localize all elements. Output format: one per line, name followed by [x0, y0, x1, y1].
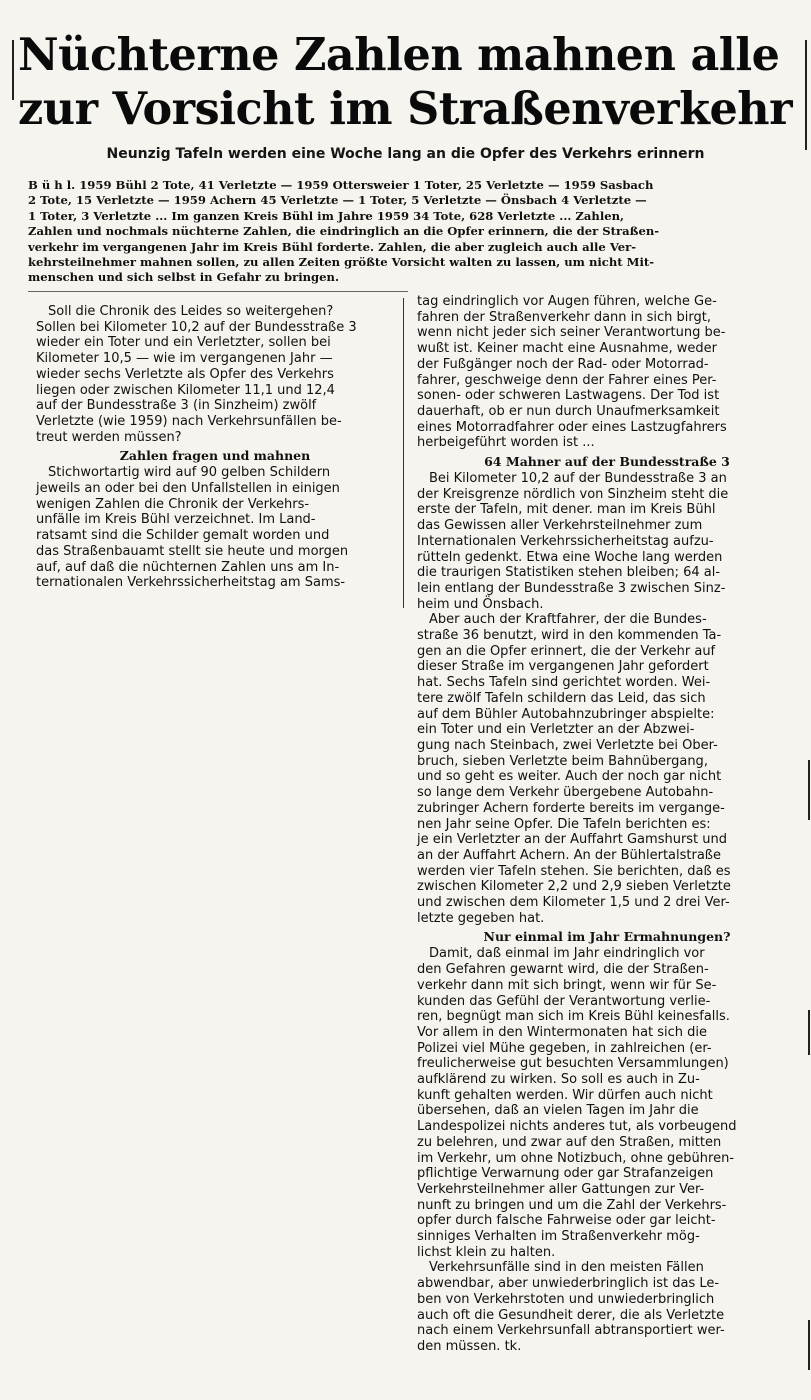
text-line: wenn nicht jeder sich seiner Verantwortung be-: [417, 325, 726, 341]
left-border-rule: [12, 40, 14, 100]
article-column-right: [417, 294, 797, 1355]
text-line: wenigen Zahlen die Chronik der Verkehrs-: [36, 496, 310, 512]
text-line: liegen oder zwischen Kilometer 11,1 und 12,4: [36, 382, 335, 398]
text-line: aufklärend zu wirken. So soll es auch in Zu-: [417, 1072, 700, 1088]
text-line: das Straßenbauamt stellt sie heute und morgen: [36, 543, 349, 559]
text-line: Landespolizei nichts anderes tut, als vorbeugend: [417, 1119, 737, 1135]
text-line: Damit, daß einmal im Jahr eindringlich vor: [429, 946, 705, 962]
text-line: ben von Verkehrstoten und unwiederbringlich: [417, 1291, 715, 1307]
column-divider: [403, 298, 404, 608]
text-line: kunden das Gefühl der Verantwortung verlie-: [417, 993, 711, 1009]
text-line: hat. Sechs Tafeln sind gerichtet worden. Wei-: [417, 675, 711, 691]
text-line: im Verkehr, um ohne Notizbuch, ohne gebühren-: [417, 1150, 735, 1166]
text-line: zwischen Kilometer 2,2 und 2,9 sieben Verletzte: [417, 879, 731, 895]
text-line: den Gefahren gewarnt wird, die der Straßen-: [417, 962, 709, 978]
headline: [18, 28, 808, 136]
text-line: wieder sechs Verletzte als Opfer des Verkehrs: [36, 366, 334, 382]
section-subhead: 64 Mahner auf der Bundesstraße 3: [484, 454, 730, 470]
text-line: Verkehrsunfälle sind in den meisten Fällen: [429, 1260, 704, 1276]
text-line: freulicherweise gut besuchten Versammlungen): [417, 1056, 729, 1072]
text-line: werden vier Tafeln stehen. Sie berichten, daß es: [417, 863, 731, 879]
section-subhead: Nur einmal im Jahr Ermahnungen?: [483, 929, 731, 945]
text-line: bruch, sieben Verletzte beim Bahnübergang,: [417, 753, 708, 769]
text-line: letzte gegeben hat.: [417, 910, 545, 926]
text-line: gen an die Opfer erinnert, die der Verkehr auf: [417, 643, 716, 659]
text-line: lein entlang der Bundesstraße 3 zwischen Sinz-: [417, 580, 726, 596]
text-line: den müssen. tk.: [417, 1339, 522, 1354]
text-line: kunft gehalten werden. Wir dürfen auch nicht: [417, 1087, 713, 1103]
text-line: erste der Tafeln, mit dener. man im Kreis Bühl: [417, 502, 716, 518]
text-line: auf dem Bühler Autobahnzubringer abspielte:: [417, 706, 715, 722]
text-line: das Gewissen aller Verkehrsteilnehmer zum: [417, 518, 703, 534]
text-line: menschen und sich selbst in Gefahr zu bringen.: [28, 270, 339, 285]
text-line: ratsamt sind die Schilder gemalt worden und: [36, 528, 330, 544]
lead-paragraph: [28, 178, 800, 286]
text-line: wieder ein Toter und ein Verletzter, sollen bei: [36, 335, 331, 351]
text-line: verkehr dann mit sich bringt, wenn wir für Se-: [417, 977, 717, 993]
text-line: Bei Kilometer 10,2 auf der Bundesstraße 3 an: [429, 471, 727, 487]
text-line: gung nach Steinbach, zwei Verletzte bei Ober-: [417, 737, 718, 753]
text-line: so lange dem Verkehr übergebene Autobahn-: [417, 785, 714, 801]
text-line: heim und Önsbach.: [417, 596, 544, 612]
text-line: wußt ist. Keiner macht eine Ausnahme, weder: [417, 341, 717, 357]
text-line: rütteln gedenkt. Etwa eine Woche lang werden: [417, 549, 723, 565]
text-line: tag eindringlich vor Augen führen, welche Ge-: [417, 294, 717, 309]
text-line: zu belehren, und zwar auf den Straßen, mitten: [417, 1134, 722, 1150]
edge-mark: [808, 1010, 810, 1055]
text-line: Verkehrsteilnehmer aller Gattungen zur Ver-: [417, 1181, 705, 1197]
text-line: fahrer, geschweige denn der Fahrer eines Per-: [417, 372, 717, 388]
text-line: Aber auch der Kraftfahrer, der die Bundes-: [429, 612, 707, 628]
text-line: nach einem Verkehrsunfall abtransportiert wer-: [417, 1323, 725, 1339]
text-line: dieser Straße im vergangenen Jahr gefordert: [417, 659, 709, 675]
text-line: lichst klein zu halten.: [417, 1244, 556, 1260]
text-line: Verletzte (wie 1959) nach Verkehrsunfällen be-: [36, 413, 342, 429]
text-line: ternationalen Verkehrssicherheitstag am Sams-: [36, 575, 346, 591]
text-line: herbeigeführt worden ist ...: [417, 435, 595, 451]
text-line: auf, auf daß die nüchternen Zahlen uns am In-: [36, 559, 340, 575]
edge-mark: [808, 760, 810, 820]
text-line: Stichwortartig wird auf 90 gelben Schildern: [48, 465, 331, 481]
text-line: Soll die Chronik des Leides so weitergehen?: [48, 304, 334, 319]
text-line: auch oft die Gesundheit derer, die als Verletzte: [417, 1307, 725, 1323]
text-line: dauerhaft, ob er nun durch Unaufmerksamkeit: [417, 403, 720, 419]
text-line: pflichtige Verwarnung oder gar Strafanzeigen: [417, 1166, 714, 1182]
text-line: verkehr im vergangenen Jahr im Kreis Bühl forderte. Zahlen, die aber zugleich auch alle Ver-: [28, 239, 637, 254]
text-line: opfer durch falsche Fahrweise oder gar leicht-: [417, 1213, 716, 1229]
text-line: an der Auffahrt Achern. An der Bühlertalstraße: [417, 847, 721, 863]
text-line: sinniges Verhalten im Straßenverkehr mög-: [417, 1229, 700, 1245]
article-column-left: [36, 304, 394, 591]
text-line: straße 36 benutzt, wird in den kommenden Ta-: [417, 628, 722, 644]
text-line: B ü h l. 1959 Bühl 2 Tote, 41 Verletzte — 1959 Ottersweier 1 Toter, 25 Verletzte — 1959 Sasbach: [28, 178, 654, 192]
text-line: und so geht es weiter. Auch der noch gar nicht: [417, 769, 722, 785]
text-line: 2 Tote, 15 Verletzte — 1959 Achern 45 Verletzte — 1 Toter, 5 Verletzte — Önsbach 4 Verletzte —: [28, 193, 647, 208]
text-line: unfälle im Kreis Bühl verzeichnet. Im Land-: [36, 512, 316, 528]
text-line: je ein Verletzter an der Auffahrt Gamshurst und: [417, 832, 728, 848]
text-line: Polizei viel Mühe gegeben, in zahlreichen (er-: [417, 1040, 712, 1056]
text-line: eines Motorradfahrer oder eines Lastzugfahrers: [417, 419, 727, 435]
text-line: Sollen bei Kilometer 10,2 auf der Bundesstraße 3: [36, 319, 357, 335]
text-line: jeweils an oder bei den Unfallstellen in einigen: [36, 481, 340, 497]
headline-line: zur Vorsicht im Straßenverkehr: [18, 83, 793, 135]
text-line: Internationalen Verkehrssicherheitstag aufzu-: [417, 533, 714, 549]
text-line: Vor allem in den Wintermonaten hat sich die: [417, 1024, 708, 1040]
section-subhead: Zahlen fragen und mahnen: [119, 448, 311, 464]
text-line: ren, begnügt man sich im Kreis Bühl keinesfalls.: [417, 1009, 730, 1025]
text-line: und zwischen dem Kilometer 1,5 und 2 drei Ver-: [417, 895, 730, 911]
text-line: fahren der Straßenverkehr dann in sich birgt,: [417, 309, 712, 325]
subheadline: Neunzig Tafeln werden eine Woche lang an die Opfer des Verkehrs erinnern: [106, 146, 705, 162]
text-line: Kilometer 10,5 — wie im vergangenen Jahr —: [36, 351, 333, 367]
headline-line: Nüchterne Zahlen mahnen alle: [18, 29, 780, 81]
text-line: der Fußgänger noch der Rad- oder Motorrad-: [417, 356, 709, 372]
text-line: zubringer Achern forderte bereits im vergange-: [417, 800, 725, 816]
text-line: sonen- oder schweren Lastwagens. Der Tod ist: [417, 388, 720, 404]
text-line: Zahlen und nochmals nüchterne Zahlen, die eindringlich an die Opfer erinnern, die der Straßen-: [28, 224, 660, 239]
text-line: tere zwölf Tafeln schildern das Leid, das sich: [417, 690, 706, 706]
text-line: ein Toter und ein Verletzter an der Abzwei-: [417, 722, 695, 738]
edge-mark: [808, 1320, 810, 1370]
text-line: 1 Toter, 3 Verletzte ... Im ganzen Kreis Bühl im Jahre 1959 34 Tote, 628 Verletzte ... Zahlen,: [28, 208, 625, 223]
text-line: nen Jahr seine Opfer. Die Tafeln berichten es:: [417, 816, 711, 832]
horizontal-divider: [28, 291, 408, 292]
text-line: der Kreisgrenze nördlich von Sinzheim steht die: [417, 486, 729, 502]
text-line: die traurigen Statistiken stehen bleiben; 64 al-: [417, 565, 721, 581]
text-line: treut werden müssen?: [36, 429, 182, 445]
text-line: abwendbar, aber unwiederbringlich ist das Le-: [417, 1276, 720, 1292]
text-line: übersehen, daß an vielen Tagen im Jahr die: [417, 1103, 699, 1119]
text-line: kehrsteilnehmer mahnen sollen, zu allen Zeiten größte Vorsicht walten zu lassen, um nicht Mit-: [28, 255, 655, 270]
text-line: nunft zu bringen und um die Zahl der Verkehrs-: [417, 1197, 727, 1213]
text-line: auf der Bundesstraße 3 (in Sinzheim) zwölf: [36, 398, 317, 414]
